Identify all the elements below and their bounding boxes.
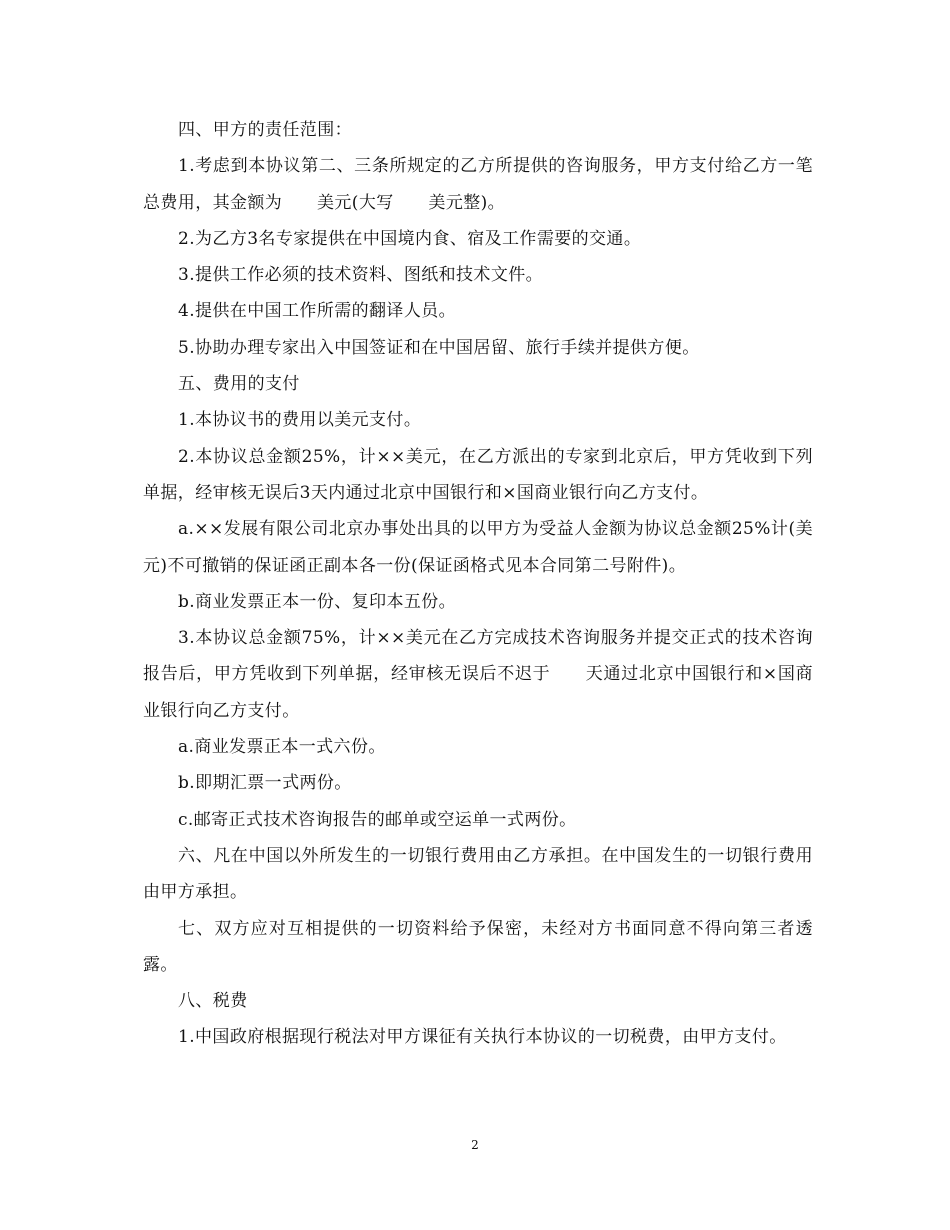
paragraph-total-fee: 1.考虑到本协议第二、三条所规定的乙方所提供的咨询服务，甲方支付给乙方一笔总费用，其金额为 美元(大写 美元整)。 bbox=[143, 156, 813, 213]
section-heading-taxes: 八、税费 bbox=[178, 991, 248, 1012]
paragraph-bank-charges: 六、凡在中国以外所发生的一切银行费用由乙方承担。在中国发生的一切银行费用由甲方承担。 bbox=[143, 845, 813, 903]
document-body bbox=[143, 112, 813, 1056]
paragraph-payment-currency: 1.本协议书的费用以美元支付。 bbox=[178, 410, 422, 431]
paragraph-invoice-originals: a.商业发票正本一式六份。 bbox=[178, 737, 386, 758]
paragraph-commercial-invoice-copies: b.商业发票正本一份、复印本五份。 bbox=[178, 591, 457, 612]
section-heading-party-a-responsibilities: 四、甲方的责任范围： bbox=[178, 120, 352, 140]
paragraph-translators: 4.提供在中国工作所需的翻译人员。 bbox=[178, 301, 457, 322]
paragraph-sight-draft: b.即期汇票一式两份。 bbox=[178, 773, 352, 794]
paragraph-confidentiality: 七、双方应对互相提供的一切资料给予保密，未经对方书面同意不得向第三者透露。 bbox=[143, 918, 813, 975]
paragraph-second-installment: 3.本协议总金额75%，计××美元在乙方完成技术咨询服务并提交正式的技术咨询报告后，甲方凭收到下列单据，经审核无误后不迟于 天通过北京中国银行和×国商业银行向乙方支付。 bbox=[143, 628, 813, 721]
section-heading-payment: 五、费用的支付 bbox=[178, 374, 300, 395]
paragraph-technical-materials: 3.提供工作必须的技术资料、图纸和技术文件。 bbox=[178, 265, 544, 286]
paragraph-first-installment: 2.本协议总金额25%，计××美元，在乙方派出的专家到北京后，甲方凭收到下列单据，经审核无误后3天内通过北京中国银行和×国商业银行向乙方支付。 bbox=[143, 446, 813, 503]
paragraph-guarantee-letter: a.××发展有限公司北京办事处出具的以甲方为受益人金额为协议总金额25%计(美元)不可撤销的保证函正副本各一份(保证函格式见本合同第二号附件)。 bbox=[143, 519, 813, 576]
paragraph-visa-assistance: 5.协助办理专家出入中国签证和在中国居留、旅行手续并提供方便。 bbox=[178, 337, 700, 358]
page-number: 2 bbox=[471, 1138, 479, 1152]
paragraph-chinese-taxes: 1.中国政府根据现行税法对甲方课征有关执行本协议的一切税费，由甲方支付。 bbox=[178, 1027, 787, 1048]
paragraph-expert-transport: 2.为乙方3名专家提供在中国境内食、宿及工作需要的交通。 bbox=[178, 228, 642, 249]
paragraph-mailing-receipt: c.邮寄正式技术咨询报告的邮单或空运单一式两份。 bbox=[178, 809, 577, 830]
